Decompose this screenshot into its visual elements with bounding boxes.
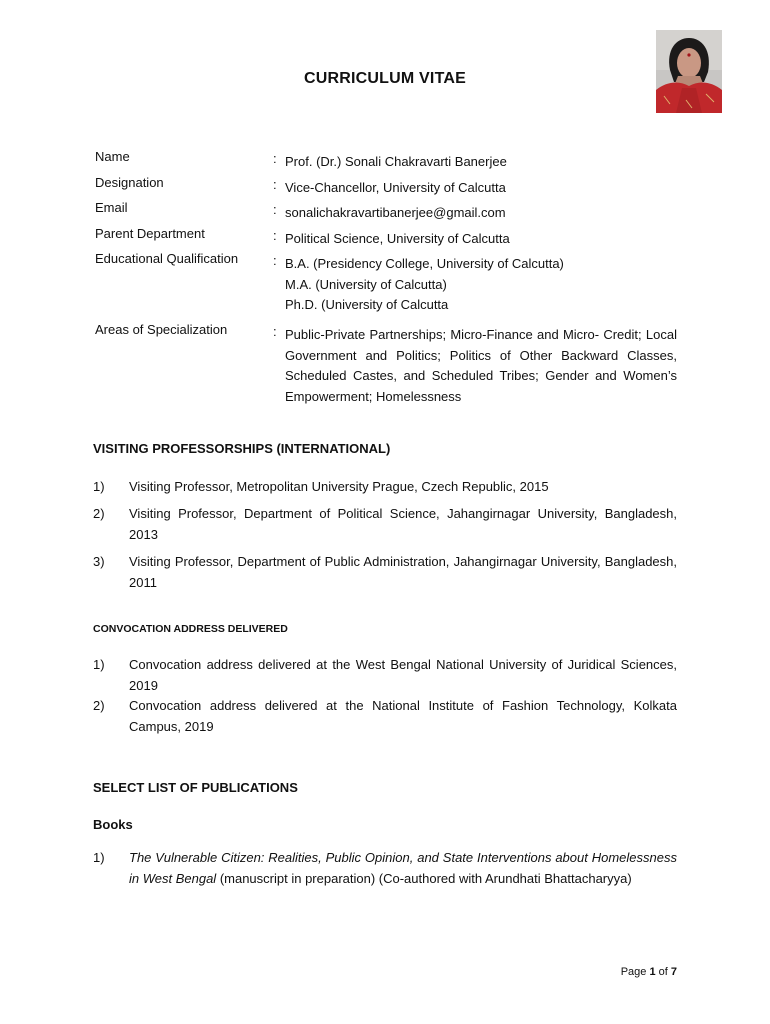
list-number: 3) [93,554,105,569]
profile-value-line: Political Science, University of Calcutta [285,231,510,246]
list-number: 2) [93,506,105,521]
page-prefix: Page [620,966,650,978]
book-details: (manuscript in preparation) (Co-authored with Arundhati Bhattacharyya) [216,870,632,886]
profile-value [285,254,677,316]
page-of: of [655,966,671,978]
profile-label: Name [95,149,130,164]
profile-value [285,325,677,407]
profile-label: Email [95,200,128,215]
list-text: Convocation address delivered at the West Bengal National University of Juridical Sciences, 2019 [129,657,677,693]
list-number: 1) [93,657,105,672]
subheading-books: Books [93,817,133,832]
profile-label: Areas of Specialization [95,322,228,337]
list-text: Visiting Professor, Department of Public Administration, Jahangirnagar University, Bangladesh, 2011 [129,554,677,590]
list-number: 2) [93,698,105,713]
list-item [93,848,677,889]
list-text: Convocation address delivered at the National Institute of Fashion Technology, Kolkata Campus, 2019 [129,698,677,734]
section-heading-convocation: CONVOCATION ADDRESS DELIVERED [93,623,288,635]
list-item [93,696,677,737]
list-item [93,477,677,498]
profile-value-line: Prof. (Dr.) Sonali Chakravarti Banerjee [285,154,507,169]
list-item [93,504,677,545]
list-text: Visiting Professor, Metropolitan University Prague, Czech Republic, 2015 [129,479,549,494]
list-item [93,552,677,593]
book-title: The Vulnerable Citizen: Realities, Public Opinion, and State Interventions about Homelessness in West Bengal [129,850,677,886]
profile-label: Parent Department [95,226,205,241]
profile-value-line: Ph.D. (University of Calcutta [285,297,449,312]
profile-value [285,152,677,173]
section-heading-publications: SELECT LIST OF PUBLICATIONS [93,780,298,795]
page-number [621,966,677,978]
profile-value [285,178,677,199]
page-total: 7 [670,966,677,978]
profile-value [285,203,677,224]
profile-label: Educational Qualification [95,251,239,266]
profile-colon: : [273,202,277,217]
list-item [93,655,677,696]
profile-value-line: B.A. (Presidency College, University of Calcutta) [285,256,564,271]
profile-colon: : [273,253,277,268]
profile-value-line: Public-Private Partnerships; Micro-Finance and Micro- Credit; Local Government and Politics; Politics of Other Backward Classes, Scheduled Castes, and Scheduled Tribes; Gender and Women’s Empowerment; Homelessness [285,327,677,404]
list-text: Visiting Professor, Department of Political Science, Jahangirnagar University, Bangladesh, 2013 [129,506,677,542]
profile-value [285,229,677,250]
profile-colon: : [273,151,277,166]
profile-label: Designation [95,175,164,190]
list-text [129,848,677,889]
list-number: 1) [93,850,105,865]
document-title: CURRICULUM VITAE [303,70,466,87]
page-current: 1 [649,966,656,978]
list-number: 1) [93,479,105,494]
profile-colon: : [273,324,277,339]
section-heading-visiting: VISITING PROFESSORSHIPS (INTERNATIONAL) [93,441,391,456]
profile-value-line: M.A. (University of Calcutta) [285,276,447,292]
profile-colon: : [273,228,277,243]
email-link[interactable]: sonalichakravartibanerjee@gmail.com [285,205,506,220]
profile-colon: : [273,177,277,192]
profile-value-line: Vice-Chancellor, University of Calcutta [285,180,506,195]
